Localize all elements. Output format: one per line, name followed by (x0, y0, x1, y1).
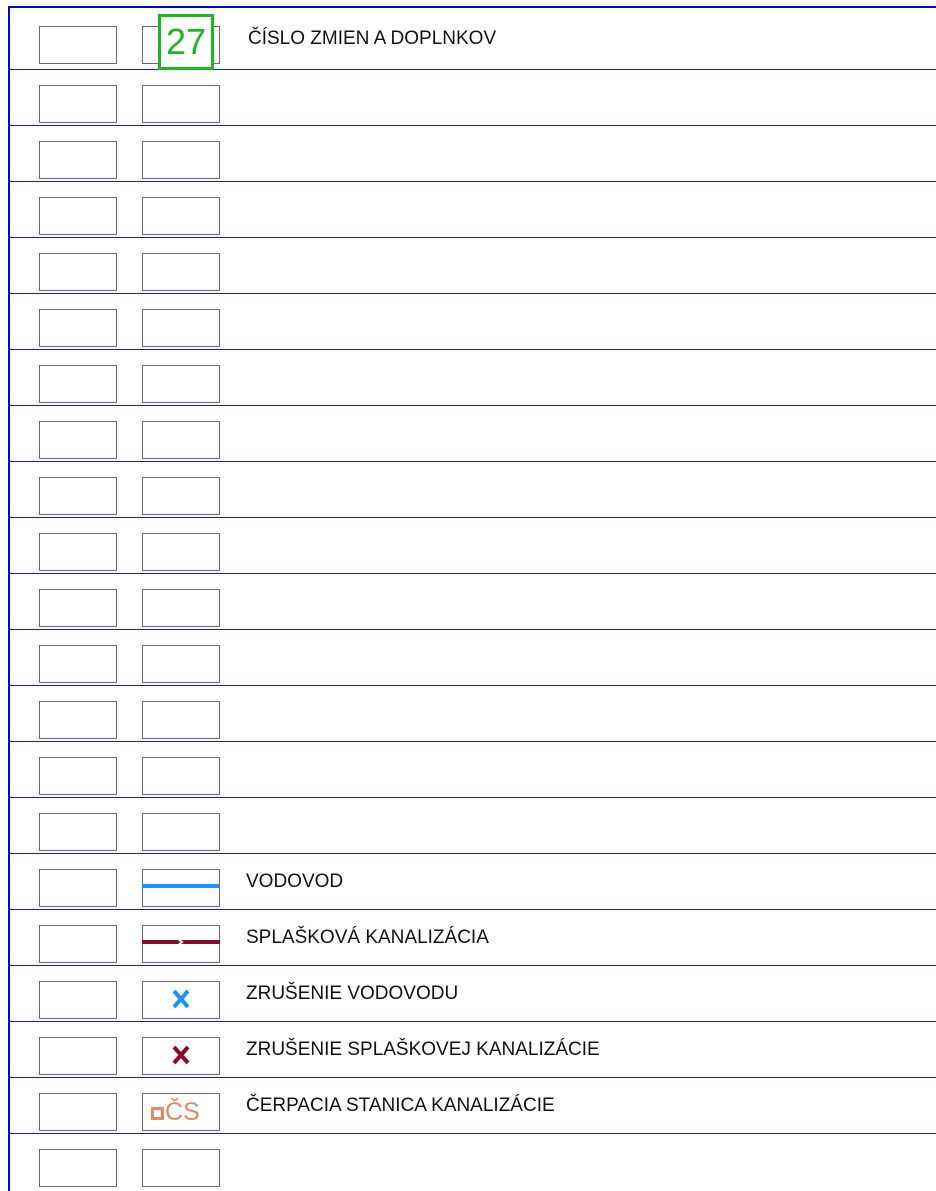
legend-symbol-box (142, 645, 220, 683)
legend-box-blank (39, 533, 117, 571)
legend-symbol-box (142, 757, 220, 795)
legend-table (8, 6, 936, 1191)
legend-symbol-box (142, 981, 220, 1019)
legend-box-blank (39, 197, 117, 235)
sewer-cancel-cross-icon (142, 1037, 220, 1075)
legend-symbol-box (142, 1149, 220, 1187)
legend-box-blank (39, 253, 117, 291)
legend-box-blank (39, 925, 117, 963)
legend-symbol-box (142, 701, 220, 739)
legend-box-blank (39, 1149, 117, 1187)
legend-box-blank (39, 365, 117, 403)
legend-header-row (10, 8, 936, 70)
legend-label: VODOVOD (246, 870, 344, 892)
legend-row (10, 518, 936, 574)
legend-label: ZRUŠENIE VODOVODU (246, 982, 459, 1004)
legend-box-blank (39, 1093, 117, 1131)
legend-row (10, 910, 936, 966)
legend-row (10, 182, 936, 238)
legend-box-blank (39, 26, 117, 64)
legend-box-blank (39, 813, 117, 851)
legend-symbol-box (142, 813, 220, 851)
legend-label: ZRUŠENIE SPLAŠKOVEJ KANALIZÁCIE (246, 1038, 600, 1060)
legend-row (10, 574, 936, 630)
water-cancel-cross-icon (142, 981, 220, 1019)
legend-row (10, 1078, 936, 1134)
legend-symbol-box (142, 85, 220, 123)
legend-symbol-box (142, 925, 220, 963)
legend-row (10, 126, 936, 182)
pump-square-icon (151, 1107, 164, 1120)
legend-row (10, 798, 936, 854)
legend-row (10, 70, 936, 126)
legend-symbol-box (142, 1093, 220, 1131)
legend-box-blank (39, 869, 117, 907)
legend-row (10, 630, 936, 686)
legend-box-blank (39, 1037, 117, 1075)
legend-box-blank (39, 701, 117, 739)
legend-symbol-box (142, 197, 220, 235)
legend-row (10, 966, 936, 1022)
legend-box-blank (39, 645, 117, 683)
legend-box-blank (39, 421, 117, 459)
pump-station-icon (151, 1100, 200, 1125)
legend-symbol-box (142, 589, 220, 627)
legend-symbol-box (142, 869, 220, 907)
legend-box-blank (39, 85, 117, 123)
legend-row (10, 406, 936, 462)
legend-row (10, 462, 936, 518)
legend-symbol-box (142, 309, 220, 347)
legend-row (10, 238, 936, 294)
legend-symbol-box (142, 533, 220, 571)
legend-box-blank (39, 981, 117, 1019)
legend-label: ČERPACIA STANICA KANALIZÁCIE (246, 1094, 555, 1116)
legend-box-blank (39, 477, 117, 515)
water-line-icon (142, 869, 220, 907)
legend-label: SPLAŠKOVÁ KANALIZÁCIA (246, 926, 489, 948)
legend-symbol-box (142, 365, 220, 403)
legend-symbol-box (142, 141, 220, 179)
legend-row (10, 1134, 936, 1190)
legend-box-blank (39, 309, 117, 347)
legend-row (10, 742, 936, 798)
legend-row (10, 294, 936, 350)
pump-station-code: ČS (165, 1098, 200, 1126)
legend-header-label: ČÍSLO ZMIEN A DOPLNKOV (248, 27, 497, 49)
legend-box-blank (39, 141, 117, 179)
sewer-line-icon (142, 925, 220, 963)
change-number-badge (158, 14, 214, 70)
legend-symbol-box (142, 477, 220, 515)
legend-row (10, 854, 936, 910)
legend-symbol-box (142, 1037, 220, 1075)
legend-row (10, 686, 936, 742)
legend-row (10, 350, 936, 406)
legend-box-blank (39, 757, 117, 795)
legend-symbol-box (142, 421, 220, 459)
legend-box-blank (39, 589, 117, 627)
change-number: 27 (165, 21, 207, 62)
legend-symbol-box (142, 253, 220, 291)
legend-row (10, 1022, 936, 1078)
